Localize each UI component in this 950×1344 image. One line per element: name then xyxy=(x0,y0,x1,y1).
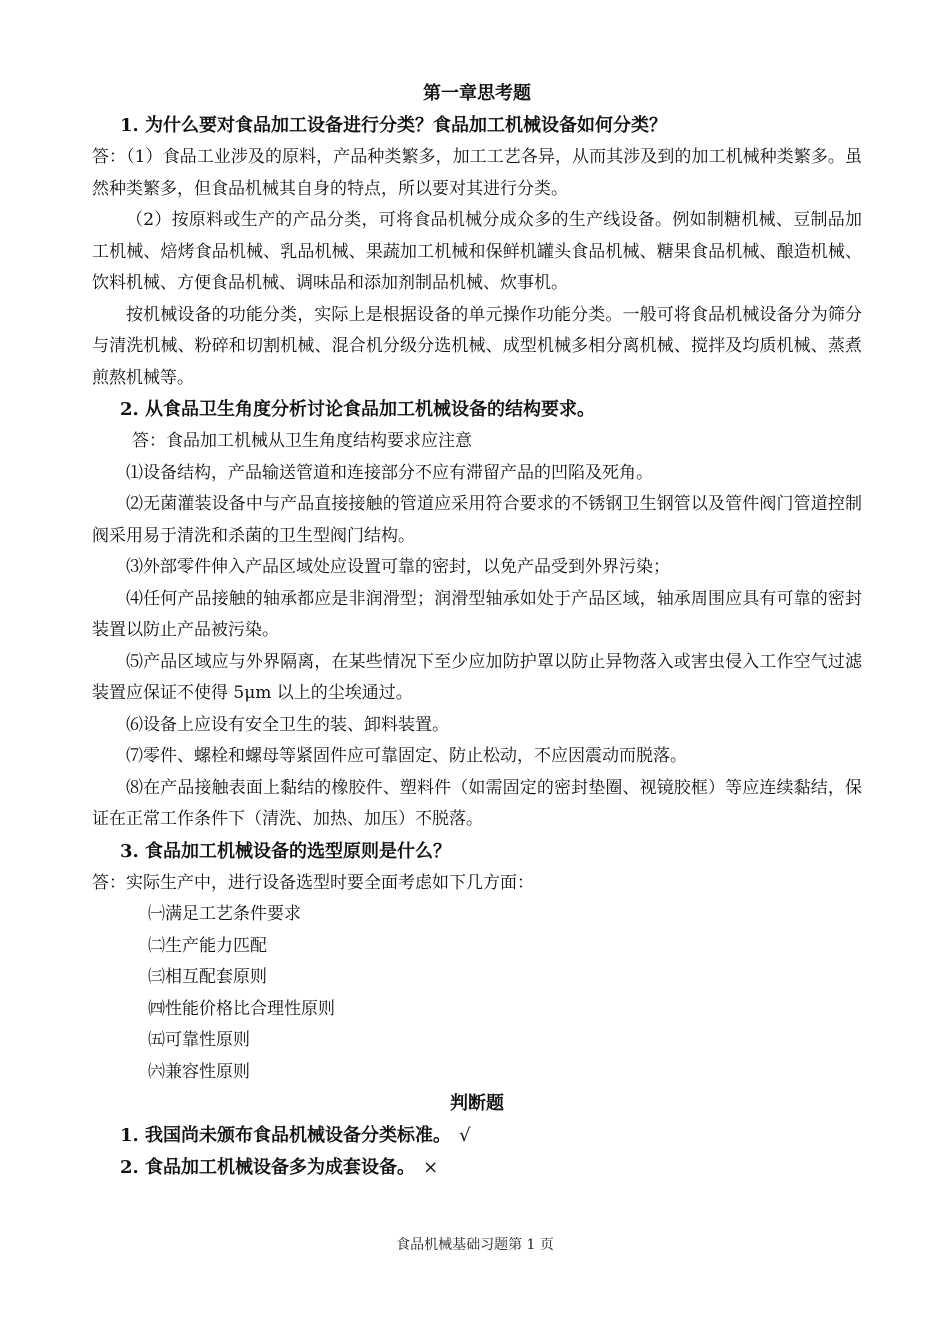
judge-item-1-mark: √ xyxy=(459,1125,471,1146)
answer-1-paragraph-3: 按机械设备的功能分类，实际上是根据设备的单元操作功能分类。一般可将食品机械设备分为筛分与清洗机械、粉碎和切割机械、混合机分级分选机械、成型机械多相分离机械、搅拌及均质机械、蒸煮煎熬机械等。 xyxy=(92,304,862,388)
answer-2-item-7: ⑺零件、螺栓和螺母等紧固件应可靠固定、防止松动，不应因震动而脱落。 xyxy=(126,746,687,766)
answer-2-item-2: ⑵无菌灌装设备中与产品直接接触的管道应采用符合要求的不锈钢卫生钢管以及管件阀门管道控制阀采用易于清洗和杀菌的卫生型阀门结构。 xyxy=(92,494,862,546)
answer-3-item-4: ㈣性能价格比合理性原则 xyxy=(148,998,335,1019)
answer-3-intro: 答：实际生产中，进行设备选型时要全面考虑如下几方面： xyxy=(92,872,534,893)
answer-2-item-8: ⑻在产品接触表面上黏结的橡胶件、塑料件（如需固定的密封垫圈、视镜胶框）等应连续黏结，保证在正常工作条件下（清洗、加热、加压）不脱落。 xyxy=(92,777,862,829)
answer-2-item-3: ⑶外部零件伸入产品区域处应设置可靠的密封，以免产品受到外界污染； xyxy=(126,557,670,577)
judge-item-2-mark: × xyxy=(423,1157,439,1178)
answer-2-item-6: ⑹设备上应设有安全卫生的装、卸料装置。 xyxy=(126,714,449,735)
answer-2-item-5: ⑸产品区域应与外界隔离，在某些情况下至少应加防护罩以防止异物落入或害虫侵入工作空气过滤装置应保证不使得 5μm 以上的尘埃通过。 xyxy=(92,651,862,703)
answer-2-intro: 答：食品加工机械从卫生角度结构要求应注意 xyxy=(132,431,472,451)
judge-item-1-text: 1. 我国尚未颁布食品机械设备分类标准。 xyxy=(120,1125,452,1146)
answer-3-item-3: ㈢相互配套原则 xyxy=(148,967,267,987)
judge-item-1 xyxy=(92,1120,862,1152)
question-3: 3. 食品加工机械设备的选型原则是什么？ xyxy=(120,840,452,862)
judge-item-2 xyxy=(92,1152,862,1184)
page-content xyxy=(92,78,862,1184)
page-footer: 食品机械基础习题第 1 页 xyxy=(396,1237,554,1253)
judge-section-title: 判断题 xyxy=(450,1093,504,1114)
answer-3-item-5: ㈤可靠性原则 xyxy=(148,1030,250,1050)
question-2: 2. 从食品卫生角度分析讨论食品加工机械设备的结构要求。 xyxy=(120,399,596,420)
page-title: 第一章思考题 xyxy=(423,83,531,104)
answer-1-paragraph-2: （2）按原料或生产的产品分类，可将食品机械分成众多的生产线设备。例如制糖机械、豆制品加工机械、焙烤食品机械、乳品机械、果蔬加工机械和保鲜机罐头食品机械、糖果食品机械、酿造机械、饮料机械、方便食品机械、调味品和添加剂制品机械、炊事机。 xyxy=(92,210,862,293)
answer-2-item-1: ⑴设备结构，产品输送管道和连接部分不应有滞留产品的凹陷及死角。 xyxy=(126,462,653,483)
question-1: 1. 为什么要对食品加工设备进行分类？食品加工机械设备如何分类？ xyxy=(120,115,668,136)
judge-item-2-text: 2. 食品加工机械设备多为成套设备。 xyxy=(120,1157,416,1178)
answer-1-paragraph-1: 答：（1）食品工业涉及的原料，产品种类繁多，加工工艺各异，从而其涉及到的加工机械种类繁多。虽然种类繁多，但食品机械其自身的特点，所以要对其进行分类。 xyxy=(92,147,862,199)
answer-3-item-6: ㈥兼容性原则 xyxy=(148,1061,250,1082)
answer-3-item-2: ㈡生产能力匹配 xyxy=(148,935,267,956)
answer-2-item-4: ⑷任何产品接触的轴承都应是非润滑型；润滑型轴承如处于产品区域，轴承周围应具有可靠的密封装置以防止产品被污染。 xyxy=(92,588,862,640)
answer-3-item-1: ㈠满足工艺条件要求 xyxy=(148,904,301,924)
